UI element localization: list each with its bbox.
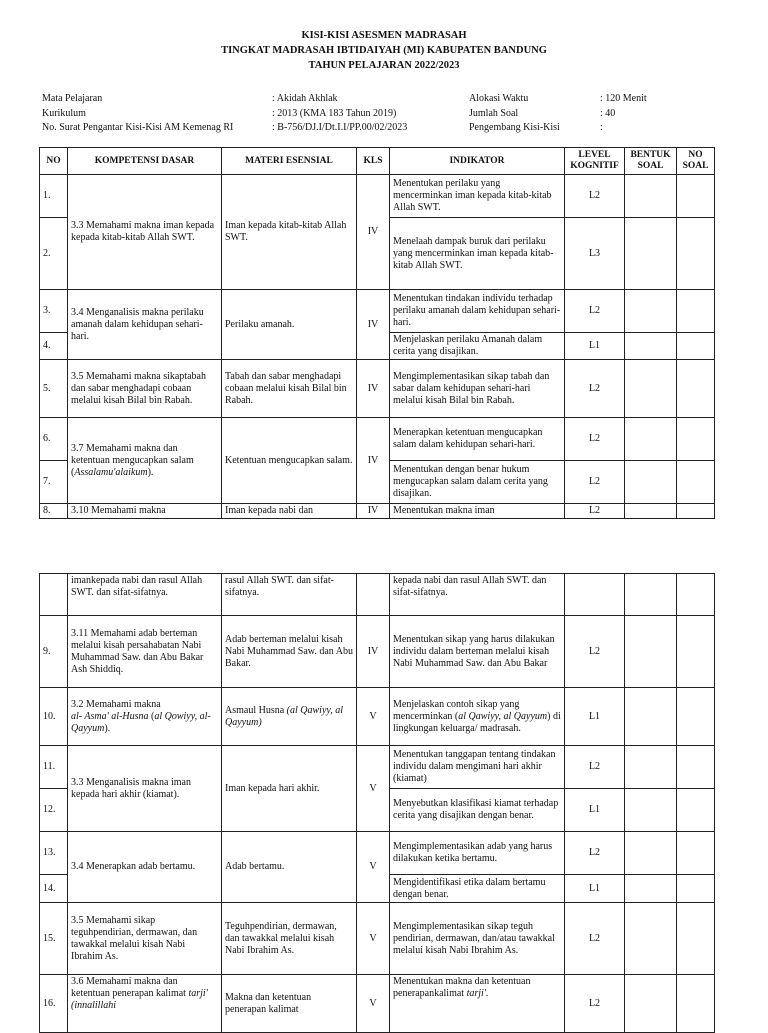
- row-indikator: Menerapkan ketentuan mengucapkan salam dalam kehidupan sehari-hari.: [390, 418, 565, 461]
- row-nosoal: [677, 360, 715, 418]
- row-bentuk: [625, 218, 677, 290]
- row-indikator: Menelaah dampak buruk dari perilaku yang mencerminkan iman kepada kitab-kitab Allah SWT.: [390, 218, 565, 290]
- row-kls: V: [357, 975, 390, 1033]
- meta-alokasi-label: Alokasi Waktu: [469, 93, 529, 104]
- row-materi: Makna dan ketentuan penerapan kalimat: [222, 975, 357, 1033]
- row-kls: V: [357, 903, 390, 975]
- ind-italic: al Qawiyy, al Qayyum: [458, 710, 548, 722]
- row-nosoal: [677, 418, 715, 461]
- ind-text: Menjelaskan contoh sikap yang mencerminkan (: [393, 698, 520, 722]
- row-indikator: Menentukan perilaku yang mencerminkan iman kepada kitab-kitab Allah SWT.: [390, 175, 565, 218]
- table-row: [40, 903, 715, 975]
- meta-pengembang-value: :: [600, 122, 603, 133]
- row-bentuk: [625, 461, 677, 504]
- row-bentuk: [625, 360, 677, 418]
- row-nosoal: [677, 832, 715, 875]
- meta-alokasi-value: : 120 Menit: [600, 93, 647, 104]
- materi-text: Asmaul Husna: [225, 704, 285, 716]
- row-materi: Tabah dan sabar menghadapi cobaan melalui kisah Bilal bin Rabah.: [222, 360, 357, 418]
- col-header-kls: KLS: [357, 148, 390, 175]
- row-indikator: Mengidentifikasi etika dalam bertamu dengan benar.: [390, 875, 565, 903]
- row-indikator: Menentukan sikap yang harus dilakukan individu dalam berteman melalui kisah Nabi Muhammad Saw. dan Abu Bakar: [390, 616, 565, 688]
- row-no: 8.: [40, 504, 68, 519]
- doc-title-line2: TINGKAT MADRASAH IBTIDAIYAH (MI) KABUPATEN BANDUNG: [221, 45, 547, 56]
- row-level: [565, 574, 625, 616]
- row-nosoal: [677, 504, 715, 519]
- col-header-indikator: INDIKATOR: [390, 148, 565, 175]
- row-kls: IV: [357, 418, 390, 504]
- row-materi: Adab berteman melalui kisah Nabi Muhammad Saw. dan Abu Bakar.: [222, 616, 357, 688]
- row-kd: 3.3 Menganalisis makna iman kepada hari akhir (kiamat).: [68, 746, 222, 832]
- row-bentuk: [625, 616, 677, 688]
- table-row: [40, 290, 715, 333]
- row-nosoal: [677, 218, 715, 290]
- row-level: L2: [565, 175, 625, 218]
- col-header-bentuk: BENTUK SOAL: [625, 148, 677, 175]
- row-nosoal: [677, 574, 715, 616]
- row-kd: 3.4 Menganalisis makna perilaku amanah dalam kehidupan sehari-hari.: [68, 290, 222, 360]
- row-level: L2: [565, 504, 625, 519]
- row-level: L2: [565, 290, 625, 333]
- kd-italic: al- Asma' al-Husna: [71, 710, 149, 722]
- row-nosoal: [677, 461, 715, 504]
- row-bentuk: [625, 333, 677, 360]
- row-kd: 3.10 Memahami makna: [68, 504, 222, 519]
- kisi-table-page2: [39, 573, 715, 1033]
- meta-kurikulum-label: Kurikulum: [42, 108, 86, 119]
- row-nosoal: [677, 746, 715, 789]
- row-materi: Teguhpendirian, dermawan, dan tawakkal melalui kisah Nabi Ibrahim As.: [222, 903, 357, 975]
- row-kls: V: [357, 746, 390, 832]
- row-no: 12.: [40, 789, 68, 832]
- row-no: 15.: [40, 903, 68, 975]
- row-level: L1: [565, 688, 625, 746]
- row-materi: Ketentuan mengucapkan salam.: [222, 418, 357, 504]
- meta-jumlah-label: Jumlah Soal: [469, 108, 519, 119]
- row-level: L2: [565, 418, 625, 461]
- col-header-nosoal: NO SOAL: [677, 148, 715, 175]
- row-kd: [68, 418, 222, 504]
- row-indikator: Menentukan makna iman: [390, 504, 565, 519]
- table-row: [40, 175, 715, 218]
- row-kd: imankepada nabi dan rasul Allah SWT. dan sifat-sifatnya.: [68, 574, 222, 616]
- row-level: L1: [565, 333, 625, 360]
- row-indikator: Menjelaskan perilaku Amanah dalam cerita yang disajikan.: [390, 333, 565, 360]
- row-indikator: Menyebutkan klasifikasi kiamat terhadap cerita yang disajikan dengan benar.: [390, 789, 565, 832]
- row-materi: Adab bertamu.: [222, 832, 357, 903]
- kd-italic: tarji' (innalillahi: [71, 988, 208, 1011]
- row-kls: V: [357, 832, 390, 903]
- kd-text: 3.2 Memahami makna: [71, 698, 161, 710]
- meta-surat-value: : B-756/DJ.I/Dt.I.I/PP.00/02/2023: [272, 122, 408, 133]
- row-bentuk: [625, 290, 677, 333]
- row-kd: [68, 688, 222, 746]
- col-header-level: LEVEL KOGNITIF: [565, 148, 625, 175]
- row-no: 16.: [40, 975, 68, 1033]
- table-row: [40, 360, 715, 418]
- table-row: [40, 504, 715, 519]
- doc-title-line1: KISI-KISI ASESMEN MADRASAH: [301, 30, 467, 41]
- row-materi: rasul Allah SWT. dan sifat-sifatnya.: [222, 574, 357, 616]
- meta-mapel-label: Mata Pelajaran: [42, 93, 103, 104]
- row-bentuk: [625, 688, 677, 746]
- row-bentuk: [625, 418, 677, 461]
- row-nosoal: [677, 290, 715, 333]
- col-header-kd: KOMPETENSI DASAR: [68, 148, 222, 175]
- row-indikator: Menentukan tanggapan tentang tindakan individu dalam mengimani hari akhir (kiamat): [390, 746, 565, 789]
- kd-italic-2: al Qowiyy, al-Qayyum: [71, 710, 211, 734]
- row-no: 13.: [40, 832, 68, 875]
- kd-italic: Assalamu'alaikum: [74, 466, 148, 478]
- meta-kurikulum-value: : 2013 (KMA 183 Tahun 2019): [272, 108, 397, 119]
- row-kd: 3.4 Menerapkan adab bertamu.: [68, 832, 222, 903]
- row-indikator: kepada nabi dan rasul Allah SWT. dan sifat-sifatnya.: [390, 574, 565, 616]
- row-bentuk: [625, 875, 677, 903]
- row-materi: Iman kepada hari akhir.: [222, 746, 357, 832]
- row-materi: Iman kepada kitab-kitab Allah SWT.: [222, 175, 357, 290]
- row-no: 14.: [40, 875, 68, 903]
- row-nosoal: [677, 903, 715, 975]
- row-indikator: Mengimplementasikan adab yang harus dilakukan ketika bertamu.: [390, 832, 565, 875]
- row-no: [40, 574, 68, 616]
- table-row: [40, 746, 715, 789]
- doc-title-line3: TAHUN PELAJARAN 2022/2023: [308, 60, 460, 71]
- row-indikator: Menentukan tindakan individu terhadap perilaku amanah dalam kehidupan sehari-hari.: [390, 290, 565, 333]
- row-bentuk: [625, 574, 677, 616]
- row-bentuk: [625, 832, 677, 875]
- row-no: 7.: [40, 461, 68, 504]
- row-nosoal: [677, 875, 715, 903]
- row-level: L2: [565, 616, 625, 688]
- row-level: L2: [565, 903, 625, 975]
- row-kd: 3.5 Memahami makna sikaptabah dan sabar menghadapi cobaan melalui kisah Bilal bin Rabah.: [68, 360, 222, 418]
- row-level: L2: [565, 360, 625, 418]
- row-no: 2.: [40, 218, 68, 290]
- kd-text: 3.6 Memahami makna dan ketentuan penerapan kalimat: [71, 976, 186, 999]
- row-level: L3: [565, 218, 625, 290]
- row-kls: IV: [357, 360, 390, 418]
- row-no: 11.: [40, 746, 68, 789]
- ind-text-end: ) di lingkungan keluarga/ madrasah.: [393, 710, 561, 734]
- kisi-table-page1: [39, 147, 715, 519]
- kd-text-mid: (: [151, 710, 155, 722]
- row-kls: IV: [357, 290, 390, 360]
- table-row: [40, 688, 715, 746]
- row-level: L2: [565, 832, 625, 875]
- row-no: 3.: [40, 290, 68, 333]
- col-header-no: NO: [40, 148, 68, 175]
- row-no: 5.: [40, 360, 68, 418]
- kd-text-end: ).: [147, 466, 154, 478]
- row-kd: 3.5 Memahami sikap teguhpendirian, dermawan, dan tawakkal melalui kisah Nabi Ibrahim As.: [68, 903, 222, 975]
- row-no: 9.: [40, 616, 68, 688]
- row-indikator: Menentukan dengan benar hukum mengucapkan salam dalam cerita yang disajikan.: [390, 461, 565, 504]
- row-bentuk: [625, 903, 677, 975]
- row-indikator: Mengimplementasikan sikap teguh pendirian, dermawan, dan/atau tawakkal melalui kisah Nabi Ibrahim As.: [390, 903, 565, 975]
- materi-italic: (al Qawiyy, al Qayyum): [225, 704, 344, 728]
- row-kls: [357, 574, 390, 616]
- kd-text: 3.7 Memahami makna dan ketentuan mengucapkan salam (: [71, 442, 194, 478]
- row-no: 4.: [40, 333, 68, 360]
- ind-text: Menentukan makna dan ketentuan penerapankalimat: [393, 976, 531, 999]
- table-row: [40, 418, 715, 461]
- kd-text-end: ).: [104, 722, 111, 734]
- row-nosoal: [677, 616, 715, 688]
- row-bentuk: [625, 789, 677, 832]
- row-level: L2: [565, 975, 625, 1033]
- row-nosoal: [677, 688, 715, 746]
- table-row: [40, 616, 715, 688]
- row-kd: 3.11 Memahami adab berteman melalui kisah persahabatan Nabi Muhammad Saw. dan Abu Bakar Ash Shiddiq.: [68, 616, 222, 688]
- row-indikator: [390, 688, 565, 746]
- table-row: [40, 832, 715, 875]
- meta-jumlah-value: : 40: [600, 108, 616, 119]
- row-kls: IV: [357, 616, 390, 688]
- row-bentuk: [625, 746, 677, 789]
- row-materi: Iman kepada nabi dan: [222, 504, 357, 519]
- row-level: L1: [565, 789, 625, 832]
- ind-italic: tarji'.: [466, 988, 489, 999]
- row-kls: V: [357, 688, 390, 746]
- meta-surat-label: No. Surat Pengantar Kisi-Kisi AM Kemenag RI: [42, 122, 234, 133]
- table-header-row: [40, 148, 715, 175]
- row-kls: IV: [357, 175, 390, 290]
- row-kd: 3.3 Memahami makna iman kepada kepada kitab-kitab Allah SWT.: [68, 175, 222, 290]
- row-kls: IV: [357, 504, 390, 519]
- row-level: L1: [565, 875, 625, 903]
- row-materi: [222, 688, 357, 746]
- row-materi: Perilaku amanah.: [222, 290, 357, 360]
- row-nosoal: [677, 175, 715, 218]
- row-level: L2: [565, 746, 625, 789]
- row-indikator: Mengimplementasikan sikap tabah dan sabar dalam kehidupan sehari-hari melalui kisah Bilal bin Rabah.: [390, 360, 565, 418]
- row-nosoal: [677, 333, 715, 360]
- row-nosoal: [677, 789, 715, 832]
- row-no: 10.: [40, 688, 68, 746]
- meta-pengembang-label: Pengembang Kisi-Kisi: [469, 122, 560, 133]
- row-level: L2: [565, 461, 625, 504]
- row-bentuk: [625, 175, 677, 218]
- meta-mapel-value: : Akidah Akhlak: [272, 93, 338, 104]
- row-no: 1.: [40, 175, 68, 218]
- row-bentuk: [625, 504, 677, 519]
- row-no: 6.: [40, 418, 68, 461]
- table-row: [40, 574, 715, 616]
- col-header-materi: MATERI ESENSIAL: [222, 148, 357, 175]
